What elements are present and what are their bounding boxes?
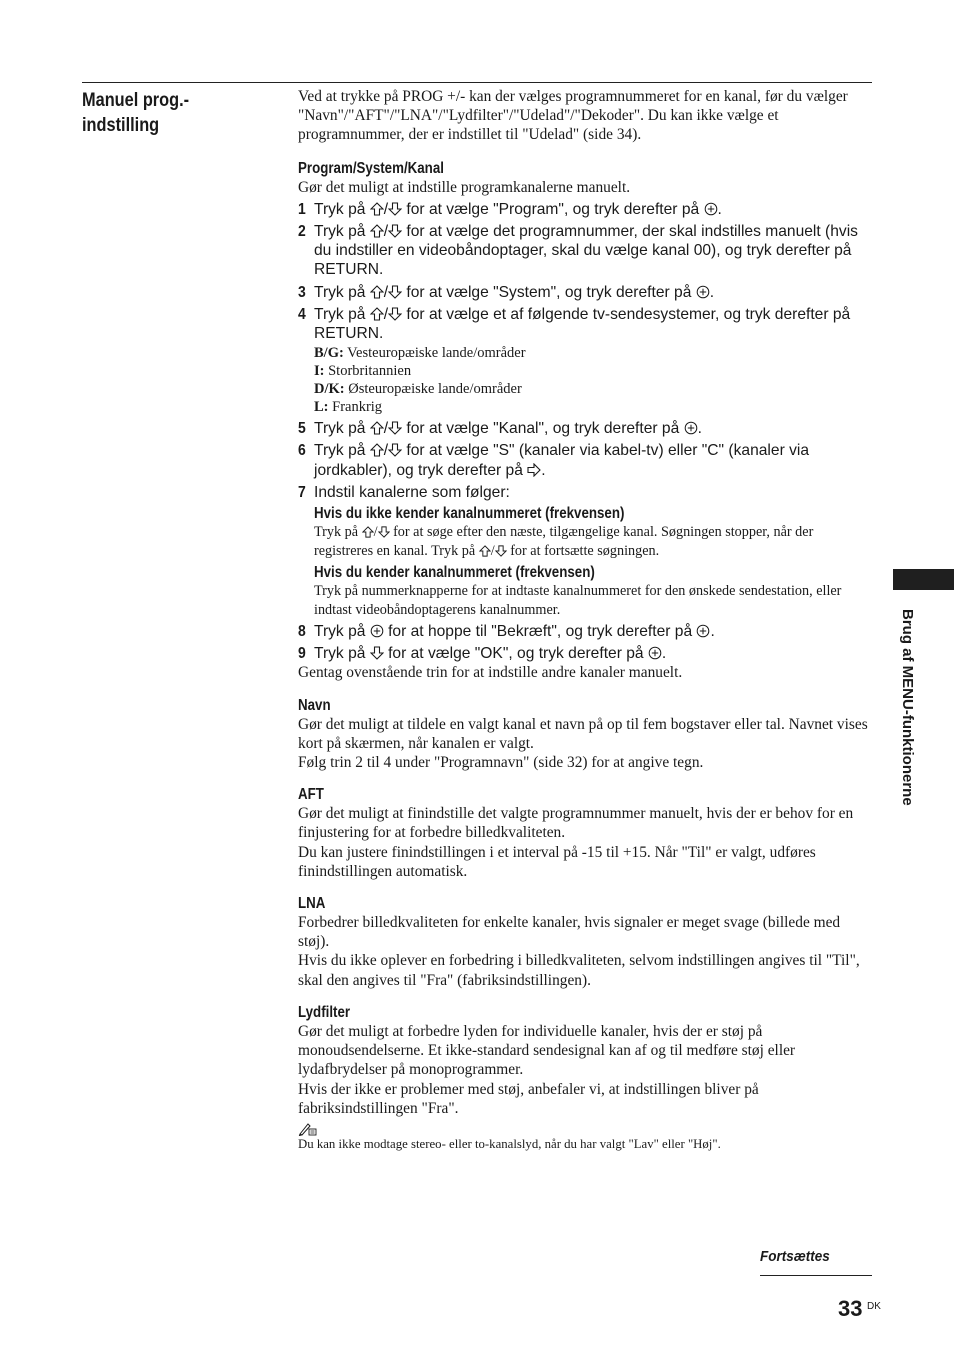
program-description: Gør det muligt at indstille programkanalerne manuelt. [298, 178, 631, 196]
aft-heading: AFT [298, 786, 324, 804]
up-arrow-icon [370, 421, 384, 435]
up-arrow-icon [370, 202, 384, 216]
lydfilter-heading: Lydfilter [298, 1003, 351, 1021]
up-arrow-icon [370, 285, 384, 299]
step-number: 8 [298, 623, 306, 641]
side-tab-marker [893, 569, 954, 590]
step-number: 6 [298, 442, 306, 460]
main-content [298, 87, 872, 1152]
step-number: 9 [298, 645, 306, 663]
down-arrow-icon [370, 646, 384, 660]
section-title-line1: Manuel prog.- [82, 90, 190, 111]
known-frequency-text: Tryk på nummerknapperne for at indtaste kanalnummeret for den ønskede sendestation, eller indtast videobåndoptagerens kanalnummer. [314, 583, 842, 618]
lna-text-1: Forbedrer billedkvaliteten for enkelte kanaler, hvis signaler er meget svage (billede med støj). [298, 914, 841, 951]
side-tab-label: Brug af MENU-funktionerne [899, 609, 916, 806]
step-2: 2 Tryk på / for at vælge det programnummer, der skal indstilles manuelt (hvis du indstiller en videobåndoptager, skal du vælge kanal 00), og tryk derefter på RETURN. [298, 223, 858, 279]
step-8: 8 Tryk på for at hoppe til "Bekræft", og tryk derefter på . [298, 623, 715, 641]
lydfilter-note: Du kan ikke modtage stereo- eller to-kanalslyd, når du har valgt "Lav" eller "Høj". [298, 1136, 721, 1151]
lna-text-2: Hvis du ikke oplever en forbedring i billedkvaliteten, selvom indstillingen angives til "Til", skal den angives til "Fra" (fabriksindstillingen). [298, 952, 860, 989]
page-number: 33 [838, 1296, 863, 1321]
right-arrow-icon [527, 463, 541, 477]
step-1: 1 Tryk på / for at vælge "Program", og tryk derefter på . [298, 200, 722, 218]
down-arrow-icon [495, 545, 507, 557]
page-language-code: DK [867, 1301, 881, 1312]
enter-icon [696, 285, 710, 299]
down-arrow-icon [388, 224, 402, 238]
aft-text-2: Du kan justere finindstillingen i et interval på -15 til +15. Når "Til" er valgt, udføres finindstillingen automatisk. [298, 843, 816, 880]
lydfilter-text-1: Gør det muligt at forbedre lyden for individuelle kanaler, hvis der er støj på monoudsendelserne. Et ikke-standard sendesignal kan af og til medføre støj eller lydafbrydelser på monoprogrammer. [298, 1022, 796, 1079]
step-7: 7 Indstil kanalerne som følger: [298, 483, 510, 501]
step-7-details [314, 504, 872, 619]
continued-label: Fortsættes [760, 1248, 830, 1265]
top-rule [82, 82, 872, 83]
step-4: 4 Tryk på / for at vælge et af følgende tv-sendesystemer, og tryk derefter på RETURN. [298, 305, 851, 343]
system-item: I: Storbritannien [314, 363, 412, 380]
repeat-instruction: Gentag ovenstående trin for at indstille andre kanaler manuelt. [298, 664, 683, 682]
step-3: 3 Tryk på / for at vælge "System", og tryk derefter på . [298, 283, 715, 301]
system-item: B/G: Vesteuropæiske lande/områder [314, 345, 526, 362]
step-6: 6 Tryk på / for at vælge "S" (kanaler via kabel-tv) eller "C" (kanaler via jordkabler), og tryk derefter på . [298, 442, 810, 479]
enter-icon [696, 624, 710, 638]
bottom-rule [760, 1275, 872, 1276]
down-arrow-icon [388, 202, 402, 216]
step-number: 5 [298, 420, 306, 438]
memo-icon [298, 1120, 318, 1136]
aft-text-1: Gør det muligt at finindstille det valgte programnummer manuelt, hvis der er behov for en finjustering for at forbedre billedkvaliteten. [298, 805, 854, 842]
enter-icon [648, 646, 662, 660]
system-item: D/K: Østeuropæiske lande/områder [314, 381, 522, 398]
lna-heading: LNA [298, 895, 326, 913]
down-arrow-icon [388, 443, 402, 457]
system-item: L: Frankrig [314, 399, 383, 416]
navn-heading: Navn [298, 696, 331, 714]
down-arrow-icon [388, 285, 402, 299]
step-9: 9 Tryk på for at vælge "OK", og tryk derefter på . [298, 645, 667, 663]
down-arrow-icon [388, 307, 402, 321]
up-arrow-icon [370, 224, 384, 238]
lydfilter-text-2: Hvis der ikke er problemer med støj, anbefaler vi, at indstillingen bliver på fabriksindstillingen "Fra". [298, 1080, 759, 1117]
step-number: 3 [298, 283, 306, 301]
step-5: 5 Tryk på / for at vælge "Kanal", og tryk derefter på . [298, 420, 702, 438]
up-arrow-icon [362, 526, 374, 538]
enter-icon [684, 421, 698, 435]
up-arrow-icon [370, 307, 384, 321]
enter-icon [704, 202, 718, 216]
step-number: 7 [298, 483, 306, 501]
tv-systems-list [314, 344, 872, 416]
down-arrow-icon [388, 421, 402, 435]
program-heading: Program/System/Kanal [298, 159, 444, 177]
unknown-frequency-heading: Hvis du ikke kender kanalnummeret (frekvensen) [314, 505, 625, 523]
up-arrow-icon [370, 443, 384, 457]
step-number: 2 [298, 223, 306, 241]
known-frequency-heading: Hvis du kender kanalnummeret (frekvensen) [314, 564, 595, 582]
down-arrow-icon [378, 526, 390, 538]
navn-text-2: Følg trin 2 til 4 under "Programnavn" (side 32) for at angive tegn. [298, 754, 704, 772]
step-number: 1 [298, 200, 306, 218]
up-arrow-icon [479, 545, 491, 557]
unknown-frequency-text: Tryk på / for at søge efter den næste, tilgængelige kanal. Søgningen stopper, når der registreres en kanal. Tryk på / for at fortsætte søgningen. [314, 524, 814, 559]
navn-text-1: Gør det muligt at tildele en valgt kanal et navn på op til fem bogstaver eller tal. Navnet vises kort på skærmen, når kanalen er valgt. [298, 715, 868, 752]
intro-paragraph: Ved at trykke på PROG +/- kan der vælges programnummeret for en kanal, før du vælger "Navn"/"AFT"/"LNA"/"Lydfilter"/"Udelad"/"Dekoder". Du kan ikke vælge et programnummer, der er indstillet til "Udelad" (side 34). [298, 88, 848, 144]
section-title [82, 88, 254, 138]
enter-icon [370, 624, 384, 638]
step-number: 4 [298, 305, 306, 323]
section-title-line2: indstilling [82, 115, 160, 136]
